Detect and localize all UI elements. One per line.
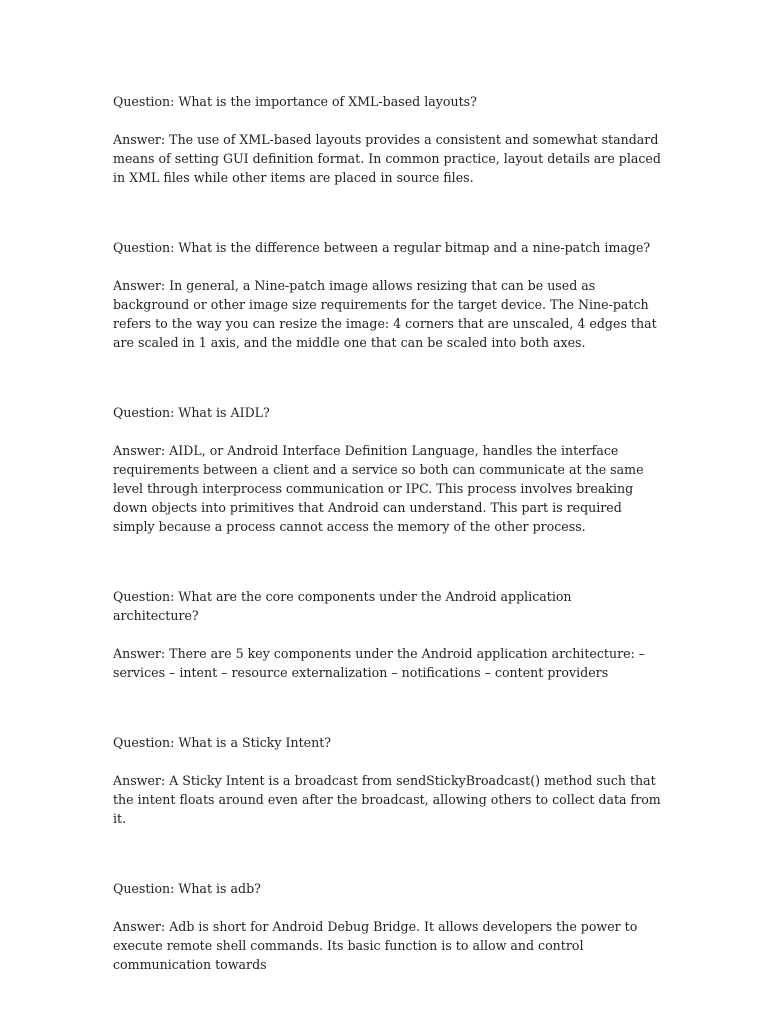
- qa-block: [113, 92, 661, 187]
- qa-block: [113, 879, 661, 974]
- qa-block: [113, 733, 661, 828]
- answer-text: Answer: A Sticky Intent is a broadcast from sendStickyBroadcast() method such that the intent floats around even after the broadcast, allowing others to collect data from it.: [113, 773, 661, 826]
- question-text: Question: What are the core components under the Android application architecture?: [113, 589, 572, 623]
- answer-text: Answer: There are 5 key components under the Android application architecture: – services – intent – resource externalization – notifications – content providers: [113, 646, 646, 680]
- question-text: Question: What is AIDL?: [113, 405, 270, 420]
- answer-text: Answer: The use of XML-based layouts provides a consistent and somewhat standard means of setting GUI definition format. In common practice, layout details are placed in XML files while other items are placed in source files.: [113, 132, 661, 185]
- qa-content: [113, 92, 661, 1025]
- qa-block: [113, 403, 661, 536]
- question-text: Question: What is adb?: [113, 881, 261, 896]
- qa-block: [113, 238, 661, 352]
- answer-text: Answer: Adb is short for Android Debug Bridge. It allows developers the power to execute remote shell commands. Its basic function is to allow and control communication towards: [113, 919, 638, 972]
- answer-text: Answer: AIDL, or Android Interface Definition Language, handles the interface requirements between a client and a service so both can communicate at the same level through interprocess communication or IPC. This process involves breaking down objects into primitives that Android can understand. This part is required simply because a process cannot access the memory of the other process.: [113, 443, 644, 534]
- question-text: Question: What is a Sticky Intent?: [113, 735, 332, 750]
- question-text: Question: What is the importance of XML-based layouts?: [113, 94, 477, 109]
- qa-block: [113, 587, 661, 682]
- answer-text: Answer: In general, a Nine-patch image allows resizing that can be used as background or other image size requirements for the target device. The Nine-patch refers to the way you can resize the image: 4 corners that are unscaled, 4 edges that are scaled in 1 axis, and the middle one that can be scaled into both axes.: [113, 278, 657, 350]
- question-text: Question: What is the difference between a regular bitmap and a nine-patch image?: [113, 240, 651, 255]
